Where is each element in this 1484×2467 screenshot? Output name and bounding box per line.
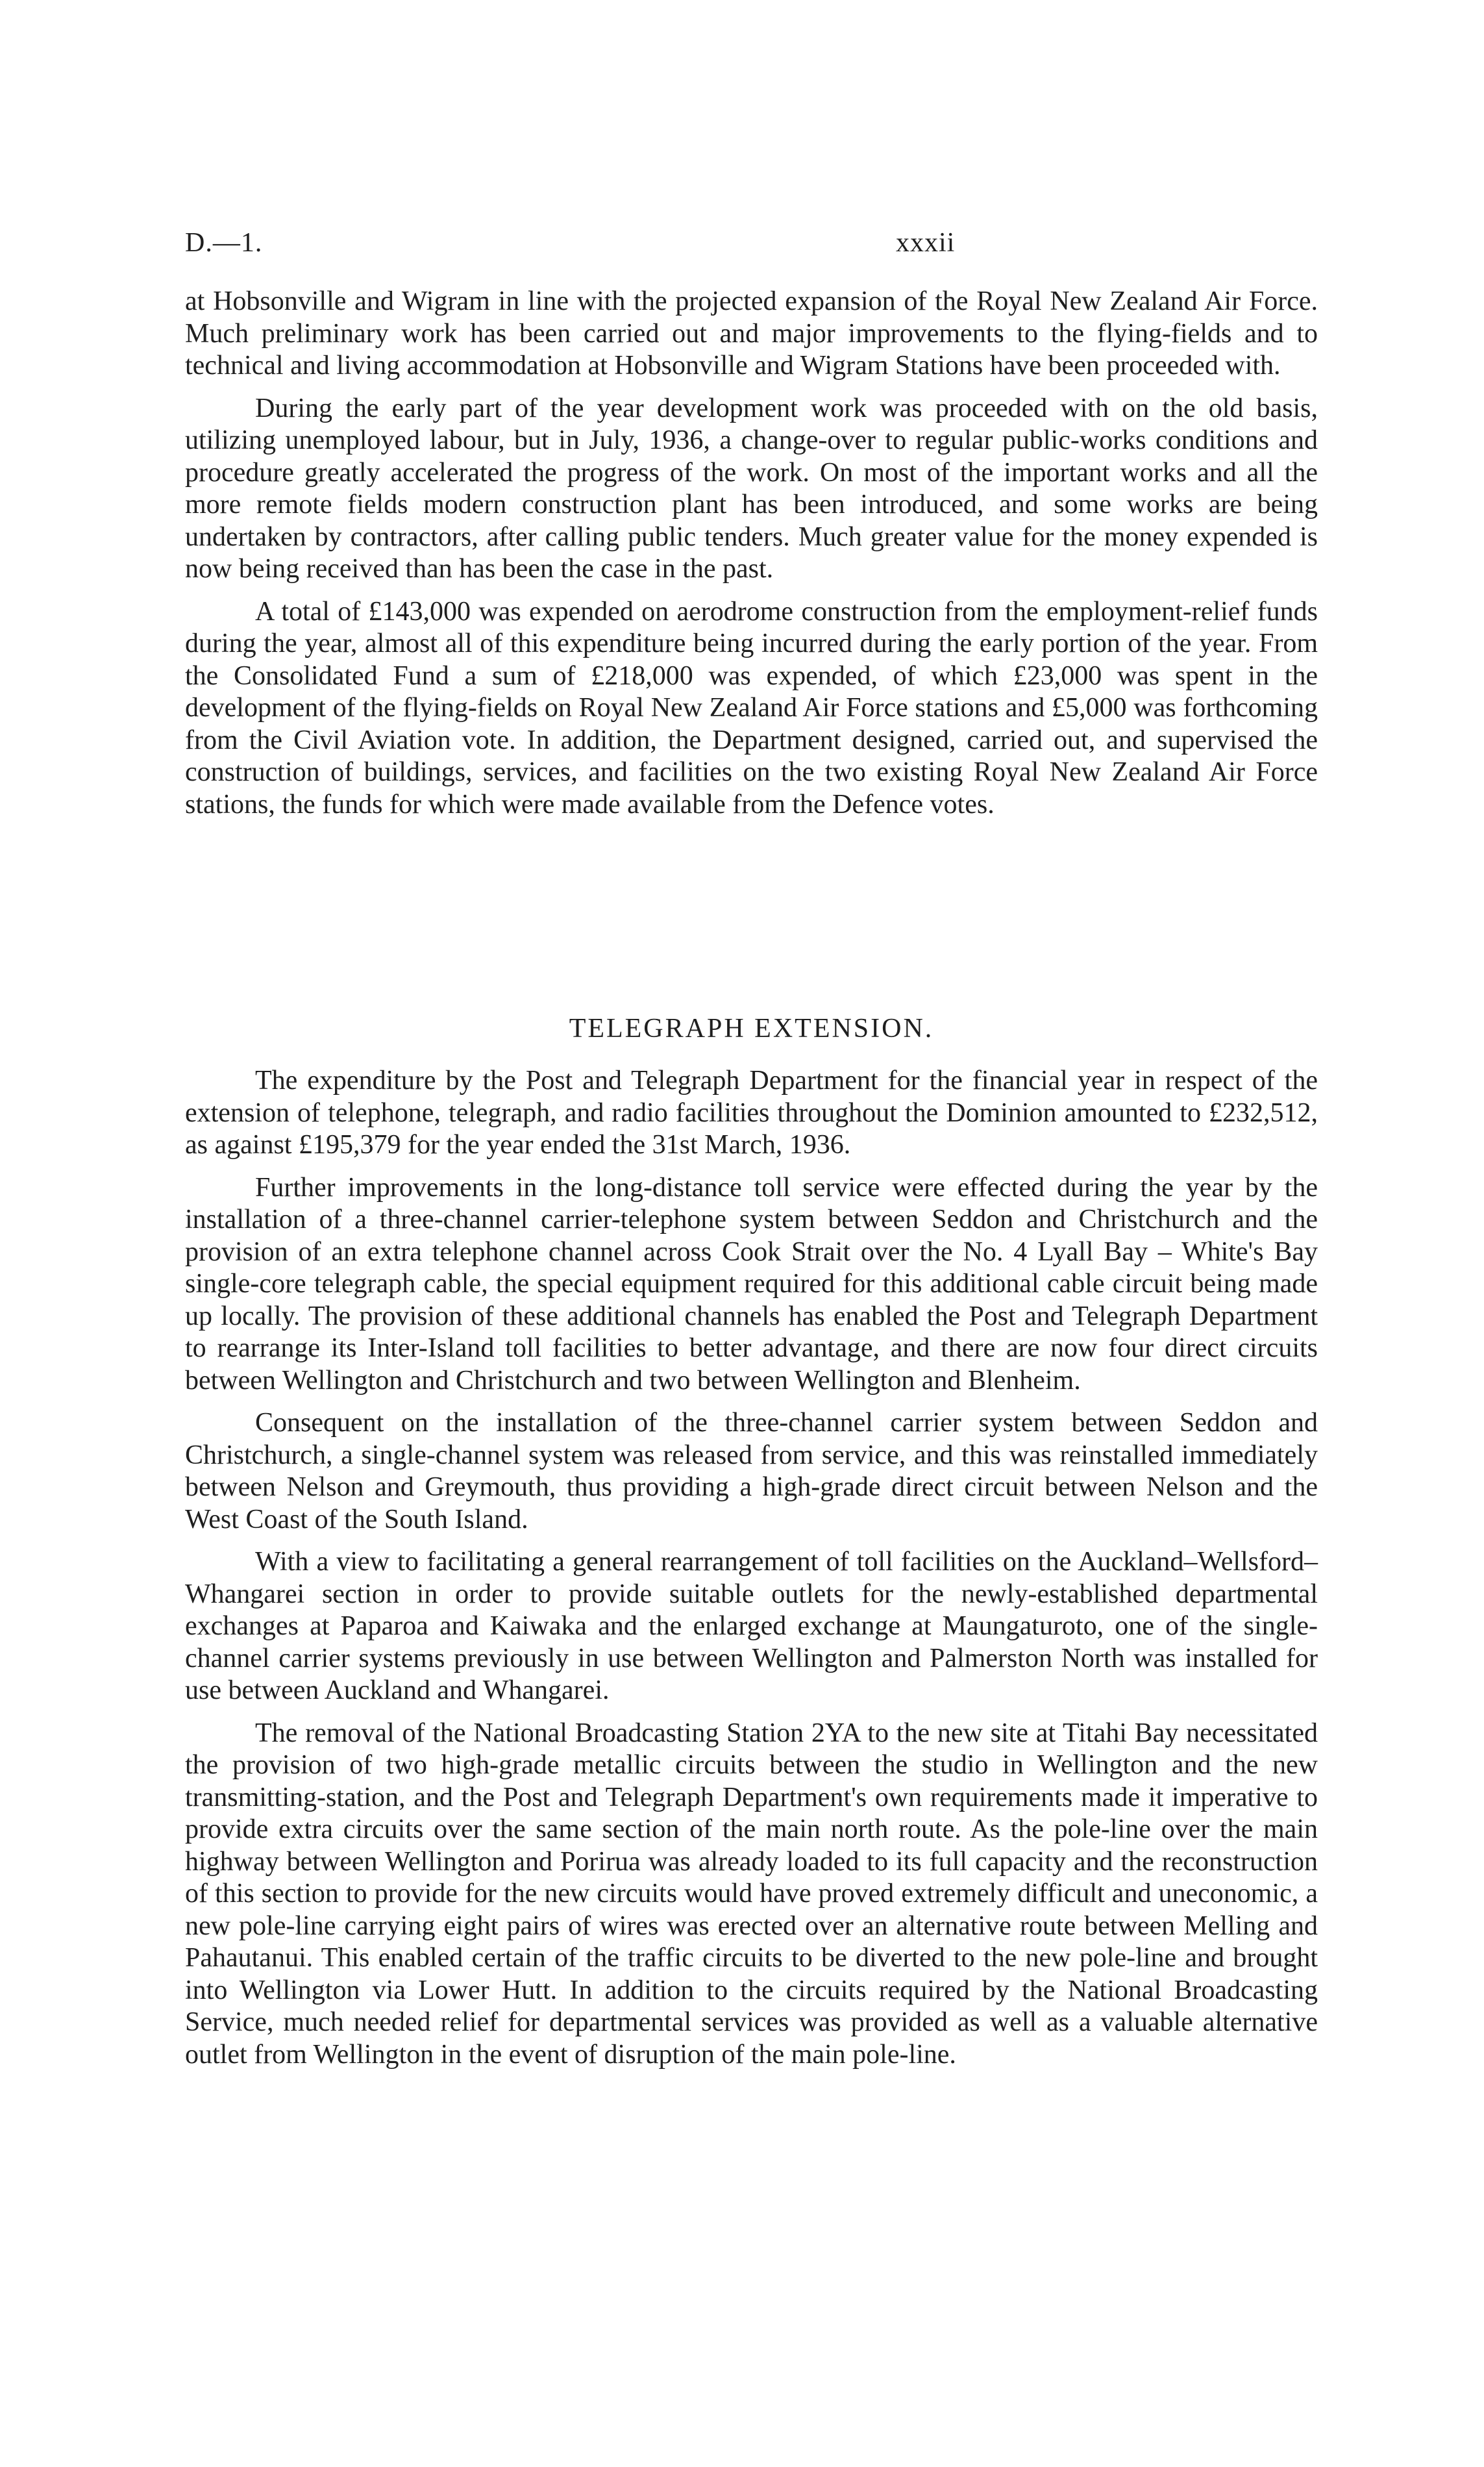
paragraph: The removal of the National Broadcasting Station 2YA to the new site at Titahi Bay necessitated the provision of two high-grade metallic circuits between the studio in Wellington and the new transmitting-station, and the Post and Telegraph Department's own requirements made it imperative to provide extra circuits over the same section of the main north route. As the pole-line over the main highway between Wellington and Porirua was already loaded to its full capacity and the reconstruction of this section to provide for the new circuits would have proved extremely difficult and uneconomic, a new pole-line carrying eight pairs of wires was erected over an alternative route between Melling and Pahautanui. This enabled certain of the traffic circuits to be diverted to the new pole-line and brought into Wellington via Lower Hutt. In addition to the circuits required by the National Broadcasting Service, much needed relief for departmental services was provided as well as a valuable alternative outlet from Wellington in the event of disruption of the main pole-line. <box>185 1718 1318 2070</box>
paragraph: During the early part of the year development work was proceeded with on the old basis, utilizing unemployed labour, but in July, 1936, a change-over to regular public-works conditions and procedure greatly accelerated the progress of the work. On most of the important works and all the more remote fields modern construction plant has been introduced, and some works are being undertaken by contractors, after calling public tenders. Much greater value for the money expended is now being received than has been the case in the past. <box>185 393 1318 584</box>
paragraph: Further improvements in the long-distance toll service were effected during the year by the installation of a three-channel carrier-telephone system between Seddon and Christchurch and the provision of an extra telephone channel across Cook Strait over the No. 4 Lyall Bay – White's Bay single-core telegraph cable, the special equipment required for this additional cable circuit being made up locally. The provision of these additional channels has enabled the Post and Telegraph Department to rearrange its Inter-Island toll facilities to better advantage, and there are now four direct circuits between Wellington and Christchurch and two between Wellington and Blenheim. <box>185 1172 1318 1396</box>
page-number: xxxii <box>896 228 956 258</box>
telegraph-extension-section <box>185 1065 1318 2081</box>
paragraph: The expenditure by the Post and Telegraph Department for the financial year in respect of the extension of telephone, telegraph, and radio facilities throughout the Dominion amounted to £232,512, as against £195,379 for the year ended the 31st March, 1936. <box>185 1066 1318 1160</box>
paragraph: With a view to facilitating a general rearrangement of toll facilities on the Auckland–Wellsford–Whangarei section in order to provide suitable outlets for the newly-established departmental exchanges at Paparoa and Kaiwaka and the enlarged exchange at Maungaturoto, one of the single-channel carrier systems previously in use between Wellington and Palmerston North was installed for use between Auckland and Whangarei. <box>185 1547 1318 1705</box>
paragraph: A total of £143,000 was expended on aerodrome construction from the employment-relief funds during the year, almost all of this expenditure being incurred during the early portion of the year. From the Consolidated Fund a sum of £218,000 was expended, of which £23,000 was spent in the development of the flying-fields on Royal New Zealand Air Force stations and £5,000 was forthcoming from the Civil Aviation vote. In addition, the Department designed, carried out, and supervised the construction of buildings, services, and facilities on the two existing Royal New Zealand Air Force stations, the funds for which were made available from the Defence votes. <box>185 596 1318 820</box>
section-heading: TELEGRAPH EXTENSION. <box>569 1014 934 1044</box>
aviation-works-section <box>185 286 1318 831</box>
paragraph: Consequent on the installation of the three-channel carrier system between Seddon and Christchurch, a single-channel system was released from service, and this was reinstalled immediately between Nelson and Greymouth, thus providing a high-grade direct circuit between Nelson and the West Coast of the South Island. <box>185 1408 1318 1534</box>
paragraph: at Hobsonville and Wigram in line with the projected expansion of the Royal New Zealand Air Force. Much preliminary work has been carried out and major improvements to the flying-fields and to technical and living accommodation at Hobsonville and Wigram Stations have been proceeded with. <box>185 286 1318 381</box>
page-header <box>185 227 1308 266</box>
document-reference: D.—1. <box>185 228 263 258</box>
